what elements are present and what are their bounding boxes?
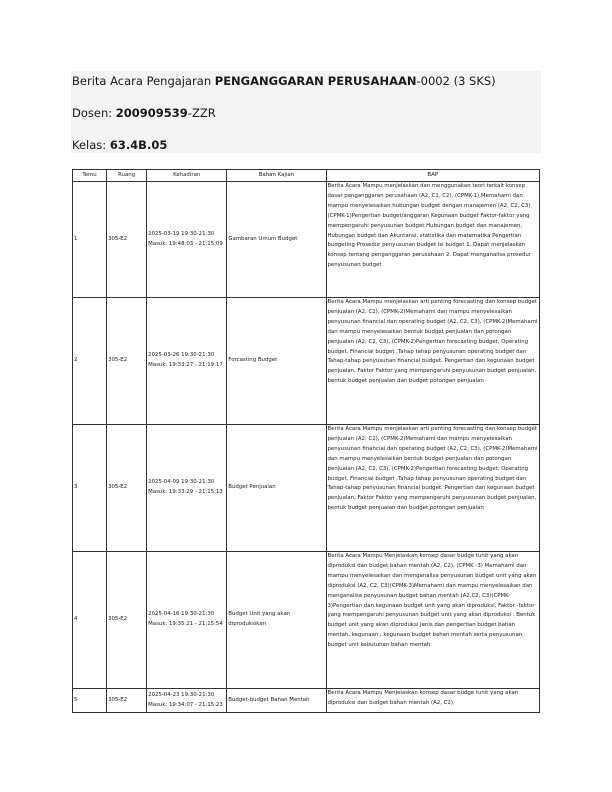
cell-bap: Berita Acara Mampu Menjelaskan konsep dasar budge tunit yang akan diproduksi dan budget bahan mentah (A2, C2), [326, 689, 540, 713]
cell-jadwal: 2025-03-26 19:30-21:30 [148, 352, 215, 359]
cell-masuk: Masuk: 19:35:21 - 21:15:54 [148, 621, 223, 627]
cell-kehadiran [147, 689, 227, 713]
cell-bahan: Budget Unit yang akan diproduksikan [227, 552, 326, 689]
cell-temu: 5 [73, 689, 107, 713]
table-row [73, 552, 540, 689]
cell-ruang: 305-E2 [107, 425, 147, 552]
table-row [73, 182, 540, 298]
course-suffix: -0002 (3 SKS) [416, 74, 496, 88]
cell-masuk: Masuk: 19:33:29 - 21:15:13 [148, 489, 223, 495]
cell-bap: Berita Acara Mampu menjelaskan arti penting forecasting dan konsep budget penjualan (A2, C2), (CPMK-2)Memahami dan mampu menyelesaikan penyusunan financial dan operating budget (A2, C2, C3), (CPMK-2)Memahami dan mampu menyelesaikan bentuk budget penjualan dan potongan penjualan (A2, C2, C3), (CPMK-2)Pengertian forecasting budget, Operating budget, Financial budget ,Tahap tahap penyusunan operating budget dan Tahap-tahap penyusunan financial budget. Pengertian dan kegunaan budget penjualan, Faktor Faktor yang mempengaruhi penyusunan budget penjualan, bentuk budget penjualan dan budget potongan penjualan [326, 425, 540, 552]
lecturer-label: Dosen: [72, 106, 116, 120]
table-header-row [73, 170, 540, 182]
class-label: Kelas: [72, 138, 110, 152]
table-row [73, 298, 540, 425]
cell-masuk: Masuk: 19:34:07 - 21:15:23 [148, 701, 223, 708]
cell-jadwal: 2025-04-23 19:30-21:30 [148, 691, 215, 698]
class-line [72, 138, 167, 152]
cell-masuk: Masuk: 19:33:27 - 21:19:17 [148, 362, 223, 368]
cell-jadwal: 2025-04-16 19:30-21:30 [148, 611, 215, 618]
cell-ruang: 305-E2 [107, 689, 147, 713]
cell-temu: 1 [73, 182, 107, 298]
cell-kehadiran [147, 552, 227, 689]
table-row [73, 425, 540, 552]
col-header-bap: BAP [326, 170, 540, 182]
table-row [73, 689, 540, 713]
cell-temu: 2 [73, 298, 107, 425]
cell-bap: Berita Acara Mampu Menjelaskan konsep dasar budge tunit yang akan diproduksi dan budget bahan mentah (A2, C2), (CPMK -3) Memahami dan mampu menyelesaikan dan menganalisa penyusunan budget unit yang akan diproduksi (A2, C2, C3)(CPMK-3)Memahami dan mampu menyelesaikan dan menganalisa penyusunan budget bahan mentah (A2,C2, C3)(CPMK-3)Pengertian dan kegunaan budget unit yang akan diproduksi, Faktor -faktor yang mempengaruhi penyusunan budget unit yang akan diproduksi . Bentuk budget unit yang akan diproduksi Jenis dan pengertian budget bahan mentah, kegunaan , kegunaan budget bahan mentah serta penyusunan budget unit kebutuhan bahan mentah [326, 552, 540, 689]
cell-bahan: Budget Penjualan [227, 425, 326, 552]
cell-ruang: 305-E2 [107, 552, 147, 689]
lecturer-id: 200909539 [115, 106, 188, 120]
cell-kehadiran [147, 425, 227, 552]
cell-jadwal: 2025-03-19 19:30-21:30 [148, 230, 215, 237]
cell-bahan: Forcasting Budget [227, 298, 326, 425]
cell-kehadiran [147, 298, 227, 425]
cell-bahan: Gambaran Umum Budget [227, 182, 326, 298]
cell-bap: Berita Acara Mampu menjelaskan arti penting forecasting dan konsep budget penjualan (A2, C2), (CPMK-2)Memahami dan mampu menyelesaikan penyusunan financial dan operating budget (A2, C2, C3), (CPMK-2)Memahami dan mampu menyelesaikan bentuk budget penjualan dan potongan penjualan (A2, C2, C3), (CPMK-2)Pengertian forecasting budget, Operating budget, Financial budget ,Tahap tahap penyusunan operating budget dan Tahap-tahap penyusunan financial budget. Pengertian dan kegunaan budget penjualan, Faktor Faktor yang mempengaruhi penyusunan budget penjualan, bentuk budget penjualan dan budget potongan penjualan [326, 298, 540, 425]
cell-ruang: 305-E2 [107, 298, 147, 425]
col-header-temu: Temu [73, 170, 107, 182]
col-header-bahan-kajian: Bahan Kajian [227, 170, 326, 182]
lecturer-line [72, 106, 216, 120]
page-title [72, 74, 496, 88]
cell-bap: Berita Acara Mampu menjelaskan dan menggunakan teori terkait konsep dasar penganggaran perusahaan (A2, C1, C2), (CPMK-1),Memahami dan mampu menyelesaikan hubungan budget dengan manajemen (A2, C2, C3) (CPMK-1)Pengertian budget/anggaran Kegunaan budget Faktor-faktor yang mempengaruhi penyusunan budget Hubungan budget dan manajemen, Hubungan budget dan Akuntansi, statistika dan matematika Pengertian budgeting Prosedur penyusunan budget Isi budget 1. Dapat menjelaskan konsep tentang penganggaran perusahaan 2. Dapat menganalisa prosedur penyusunan budget [326, 182, 540, 298]
cell-masuk: Masuk: 19:48:03 - 21:15:09 [148, 240, 223, 247]
cell-temu: 3 [73, 425, 107, 552]
cell-kehadiran [147, 182, 227, 298]
col-header-ruang: Ruang [107, 170, 147, 182]
bap-table [72, 169, 540, 713]
col-header-kehadiran: Kehadiran [147, 170, 227, 182]
cell-ruang: 305-E2 [107, 182, 147, 298]
cell-bahan: Budget-budget Bahan Mentah [227, 689, 326, 713]
lecturer-suffix: -ZZR [187, 106, 216, 120]
class-value: 63.4B.05 [109, 138, 168, 152]
cell-jadwal: 2025-04-09 19:30-21:30 [148, 479, 215, 486]
course-name: PENGANGGARAN PERUSAHAAN [214, 74, 417, 88]
cell-temu: 4 [73, 552, 107, 689]
title-prefix: Berita Acara Pengajaran [72, 74, 215, 88]
